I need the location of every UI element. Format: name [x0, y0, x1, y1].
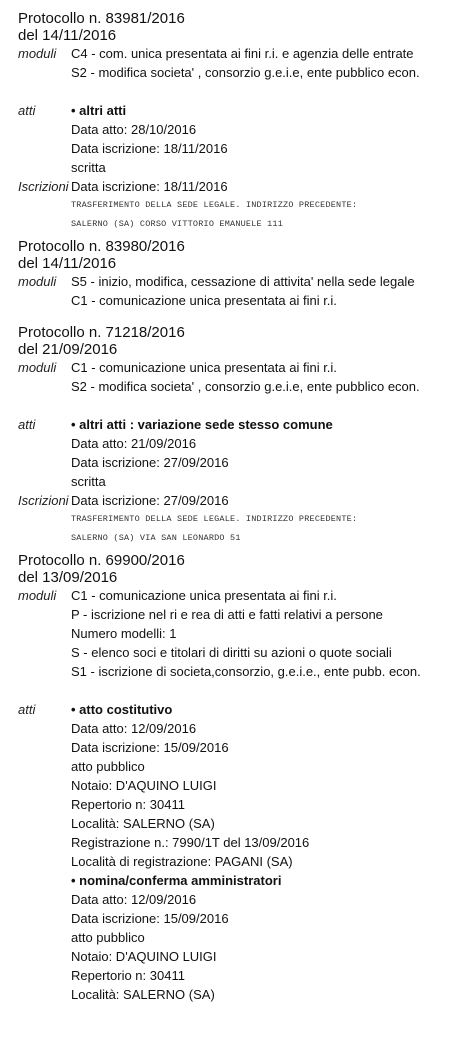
iscrizione-line: Data iscrizione: 18/11/2016 — [71, 179, 228, 194]
atto-line: Data atto: 21/09/2016 — [71, 436, 197, 451]
modulo-line: C1 - comunicazione unica presentata ai fini r.i. — [71, 360, 337, 375]
modulo-line: C1 - comunicazione unica presentata ai fini r.i. — [71, 588, 337, 603]
protocol-title: Protocollo n. 69900/2016 — [18, 552, 185, 569]
atto-title: • atto costitutivo — [71, 702, 173, 717]
atto-line: atto pubblico — [71, 759, 145, 774]
protocol-title: Protocollo n. 71218/2016 — [18, 324, 185, 341]
iscrizioni-label: Iscrizioni — [18, 493, 69, 508]
modulo-line: S - elenco soci e titolari di diritti su azioni o quote sociali — [71, 645, 392, 660]
iscrizione-note: TRASFERIMENTO DELLA SEDE LEGALE. INDIRIZZO PRECEDENTE: — [71, 200, 358, 210]
modulo-line: P - iscrizione nel ri e rea di atti e fatti relativi a persone — [71, 607, 383, 622]
atto-line: Data iscrizione: 15/09/2016 — [71, 740, 229, 755]
modulo-line: S2 - modifica societa' , consorzio g.e.i.e, ente pubblico econ. — [71, 379, 420, 394]
modulo-line: Numero modelli: 1 — [71, 626, 177, 641]
atto-line: Notaio: D'AQUINO LUIGI — [71, 778, 217, 793]
iscrizione-note: TRASFERIMENTO DELLA SEDE LEGALE. INDIRIZZO PRECEDENTE: — [71, 514, 358, 524]
atti-label: atti — [18, 702, 36, 717]
atto-line: Località di registrazione: PAGANI (SA) — [71, 854, 293, 869]
atto-line: Data iscrizione: 15/09/2016 — [71, 911, 229, 926]
atto-title: • nomina/conferma amministratori — [71, 873, 282, 888]
protocol-block — [18, 238, 470, 310]
atto-line: Notaio: D'AQUINO LUIGI — [71, 949, 217, 964]
atto-line: atto pubblico — [71, 930, 145, 945]
atti-label: atti — [18, 103, 36, 118]
atto-title: • altri atti : variazione sede stesso comune — [71, 417, 333, 432]
iscrizioni-label: Iscrizioni — [18, 179, 69, 194]
modulo-line: S2 - modifica societa' , consorzio g.e.i.e, ente pubblico econ. — [71, 65, 420, 80]
moduli-label: moduli — [18, 274, 57, 289]
moduli-label: moduli — [18, 588, 57, 603]
iscrizione-line: Data iscrizione: 27/09/2016 — [71, 493, 229, 508]
protocol-date: del 14/11/2016 — [18, 255, 117, 272]
atto-line: Data iscrizione: 27/09/2016 — [71, 455, 229, 470]
modulo-line: S5 - inizio, modifica, cessazione di attivita' nella sede legale — [71, 274, 415, 289]
atto-line: scritta — [71, 160, 106, 175]
atto-line: Data atto: 28/10/2016 — [71, 122, 197, 137]
protocol-block — [18, 552, 470, 1004]
moduli-label: moduli — [18, 360, 57, 375]
protocol-date: del 13/09/2016 — [18, 569, 118, 586]
protocol-title: Protocollo n. 83981/2016 — [18, 10, 185, 27]
protocol-block — [18, 10, 470, 234]
atto-line: Località: SALERNO (SA) — [71, 987, 215, 1002]
atto-line: Data atto: 12/09/2016 — [71, 892, 197, 907]
protocol-block — [18, 324, 470, 548]
modulo-line: S1 - iscrizione di societa,consorzio, g.e.i.e., ente pubb. econ. — [71, 664, 421, 679]
atto-line: Località: SALERNO (SA) — [71, 816, 215, 831]
atto-line: Repertorio n: 30411 — [71, 968, 185, 983]
protocol-title: Protocollo n. 83980/2016 — [18, 238, 185, 255]
moduli-label: moduli — [18, 46, 57, 61]
atto-line: Repertorio n: 30411 — [71, 797, 185, 812]
protocol-date: del 14/11/2016 — [18, 27, 117, 44]
iscrizione-note: SALERNO (SA) CORSO VITTORIO EMANUELE 111 — [71, 219, 284, 229]
modulo-line: C1 - comunicazione unica presentata ai fini r.i. — [71, 293, 337, 308]
iscrizione-note: SALERNO (SA) VIA SAN LEONARDO 51 — [71, 533, 241, 543]
protocol-date: del 21/09/2016 — [18, 341, 118, 358]
atto-line: Registrazione n.: 7990/1T del 13/09/2016 — [71, 835, 310, 850]
atto-line: Data atto: 12/09/2016 — [71, 721, 197, 736]
atto-title: • altri atti — [71, 103, 127, 118]
modulo-line: C4 - com. unica presentata ai fini r.i. e agenzia delle entrate — [71, 46, 414, 61]
atti-label: atti — [18, 417, 36, 432]
atto-line: scritta — [71, 474, 106, 489]
atto-line: Data iscrizione: 18/11/2016 — [71, 141, 228, 156]
